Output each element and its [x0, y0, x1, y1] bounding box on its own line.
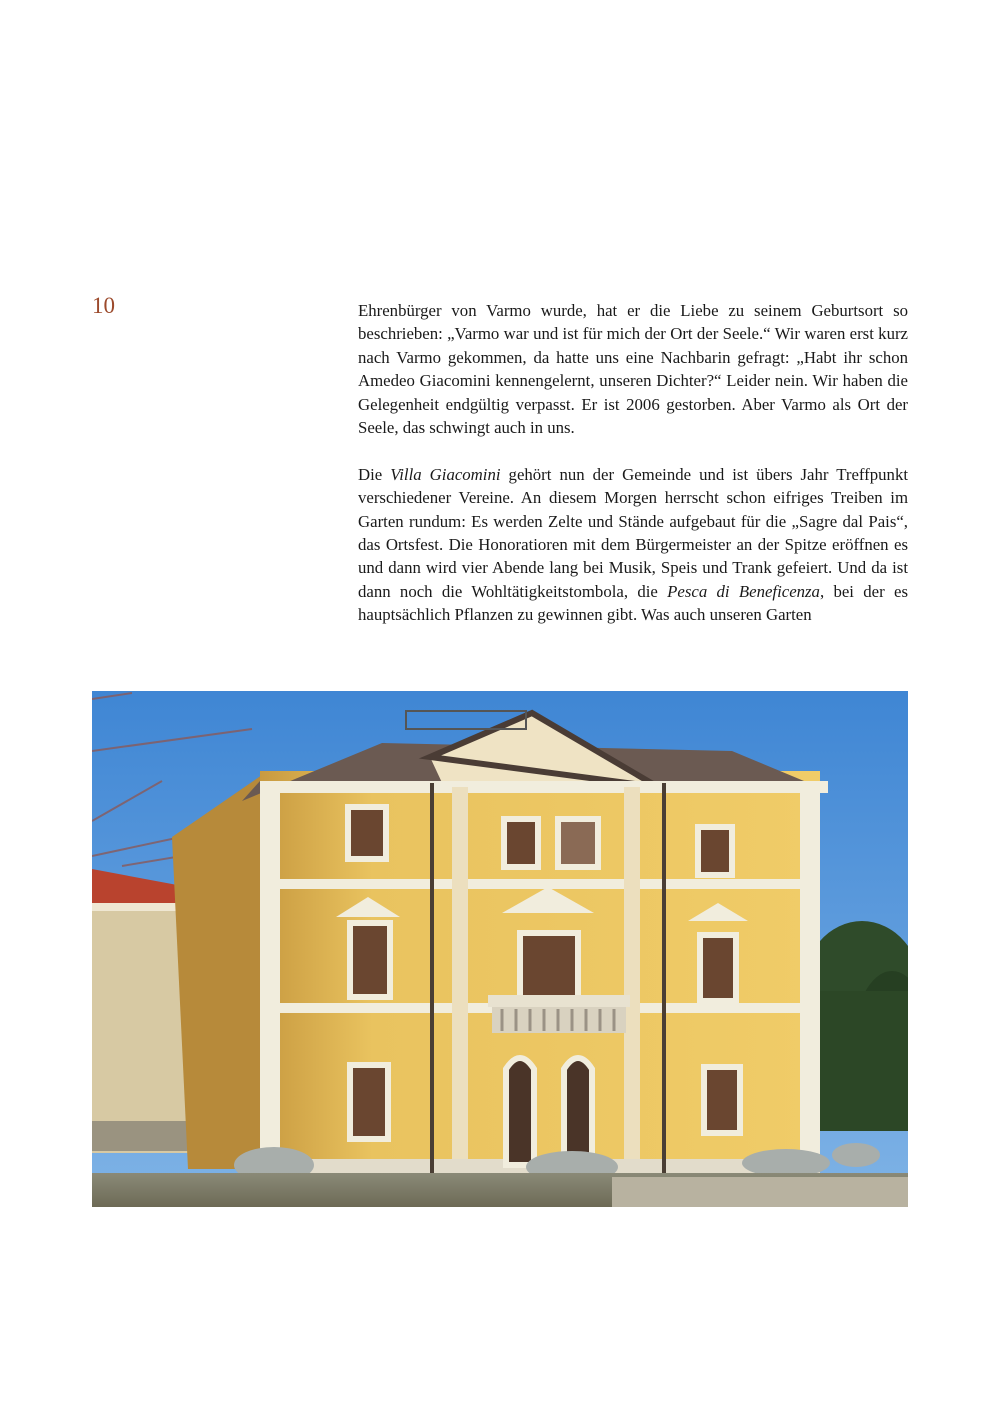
pesca-name-italic: Pesca di Beneficenza: [667, 581, 820, 601]
villa-photo: [92, 691, 908, 1207]
neighbour-house: [92, 869, 188, 1153]
page-number: 10: [92, 293, 115, 318]
body-text: [358, 299, 908, 627]
gravel-path: [612, 1177, 908, 1207]
paragraph-1: [358, 299, 908, 439]
paragraph-2-text-a: Die: [358, 464, 391, 484]
villa-name-italic: Villa Giacomini: [390, 464, 501, 484]
paragraph-2-text-c: , bei der es hauptsächlich Pflanzen zu gewinnen gibt. Was auch unseren Garten: [358, 581, 908, 625]
paragraph-1-text: Ehrenbürger von Varmo wurde, hat er die Liebe zu seinem Geburtsort so beschrieben: „Varmo war und ist für mich der Ort der Seele.“ Wir waren erst kurz nach Varmo gekommen, da hatte uns eine Nachbarin gefragt: „Habt ihr schon Amedeo Giacomini kennengelernt, unseren Dichter?“ Leider nein. Wir haben die Gelegenheit endgültig verpasst. Er ist 2006 gestorben. Aber Varmo als Ort der Seele, das schwingt auch in uns.: [358, 301, 908, 438]
paragraph-2-text-b: gehört nun der Gemeinde und ist übers Jahr Treffpunkt verschiedener Vereine. An diesem Morgen herrscht schon eifriges Treiben im Garten rundum: Es werden Zelte und Stände aufgebaut für die „Sagre dal Pais“, das Ortsfest. Die Honoratioren mit dem Bürgermeister an der Spitze eröffnen es und dann wird vier Abende lang bei Musik, Speis und Trank gefeiert. Und da ist dann noch die Wohltätigkeitstombola, die: [358, 464, 908, 601]
balcony: [488, 995, 630, 1033]
villa-illustration: [92, 691, 908, 1207]
paragraph-2: [358, 463, 908, 627]
